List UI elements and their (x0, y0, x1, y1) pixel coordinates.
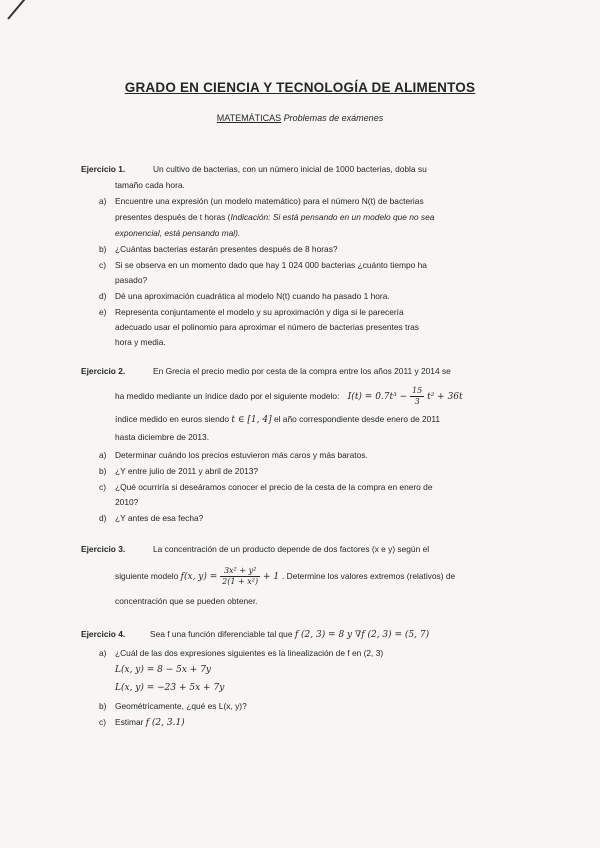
item-label-c: c) (99, 717, 106, 727)
exercise-4-intro (150, 627, 429, 644)
exercise-4-heading: Ejercicio 4. (81, 629, 126, 639)
exercise-1-c-line-2: pasado? (115, 275, 148, 285)
item-label-a: a) (99, 450, 107, 460)
exercise-1-c-line-1: Si se observa en un momento dado que hay 1 024 000 bacterias ¿cuánto tiempo ha (115, 260, 427, 270)
exercise-4-c-text: Estimar (115, 717, 144, 727)
exercise-1-a-line-2 (115, 210, 434, 226)
model-formula (347, 386, 463, 406)
exercise-3-line-2-post: . Determine los valores extremos (relativos) de (282, 571, 456, 581)
formula-fraction-den: 2(1 + x²) (222, 577, 259, 586)
subject-label: MATEMÁTICAS (216, 113, 282, 123)
exercise-3-line-1: La concentración de un producto depende de dos factores (x e y) según el (153, 544, 430, 554)
formula-rhs: + 1 (262, 572, 280, 582)
page-subtitle (0, 113, 600, 123)
exercise-1-e-line-3: hora y media. (115, 337, 166, 347)
model-fraction-num: 15 (412, 386, 423, 395)
exercise-1-e-line-1: Representa conjuntamente el modelo y su aproximación y diga si le parecería (115, 307, 404, 317)
item-label-a: a) (99, 648, 107, 658)
gradient-formula: f (2, 3) = 8 y ∇f (2, 3) = (5, 7) (294, 630, 430, 640)
item-label-b: b) (99, 701, 107, 711)
formula-lhs: f(x, y) = (180, 572, 218, 582)
item-label-c: c) (99, 482, 106, 492)
exercise-4-c (115, 715, 185, 732)
page-title: GRADO EN CIENCIA Y TECNOLOGÍA DE ALIMENTOS (124, 80, 476, 95)
exercise-1-intro-1: Un cultivo de bacterias, con un número inicial de 1000 bacterias, dobla su (153, 164, 427, 174)
exercise-2-line-3-post: el año correspondiente desde enero de 2011 (273, 414, 441, 424)
item-label-c: c) (99, 260, 106, 270)
formula-fraction-num: 3x² + y² (220, 566, 260, 577)
exercise-2-a: Determinar cuándo los precios estuvieron más caros y más baratos. (115, 450, 368, 460)
exercise-3-line-3: concentración que se pueden obtener. (115, 596, 258, 606)
formula-fraction (220, 566, 260, 587)
exercise-2-c-line-1: ¿Qué ocurriría si deseáramos conocer el precio de la cesta de la compra en enero de (115, 482, 433, 492)
pen-mark (7, 0, 30, 20)
exercise-2-b: ¿Y entre julio de 2011 y abril de 2013? (115, 466, 259, 476)
exercise-1-e-line-2: adecuado usar el polinomio para aproximar el número de bacterias presentes tras (115, 322, 419, 332)
exercise-2-heading: Ejercicio 2. (81, 366, 126, 376)
exercise-1-a-line-2-pre: presentes después de t horas ( (115, 212, 231, 222)
exercise-3-line-2-pre: siguiente modelo (115, 571, 179, 581)
model-fraction-den: 3 (414, 397, 420, 406)
model-fraction (410, 386, 424, 407)
model-lhs: I(t) = 0.7t³ − (347, 392, 408, 402)
exercise-2-c-line-2: 2010? (115, 497, 139, 507)
item-label-b: b) (99, 244, 107, 254)
exercise-3-line-2 (115, 566, 455, 587)
item-label-b: b) (99, 466, 107, 476)
item-label-a: a) (99, 196, 107, 206)
exercise-2-line-3 (115, 412, 440, 429)
exercise-2-line-4: hasta diciembre de 2013. (115, 432, 210, 442)
item-label-e: e) (99, 307, 107, 317)
exercise-2-line-3-pre: índice medido en euros siendo (115, 414, 230, 424)
concentration-formula (180, 566, 282, 586)
exercise-1-b: ¿Cuántas bacterias estarán presentes después de 8 horas? (115, 244, 338, 254)
subtitle-label: Problemas de exámenes (283, 113, 384, 123)
exercise-3-heading: Ejercicio 3. (81, 544, 126, 554)
exercise-2-intro-2-text: ha medido mediante un índice dado por el siguiente modelo: (115, 391, 340, 401)
estimate-formula: f (2, 3.1) (145, 718, 185, 728)
hint-text: Si está pensando en un modelo que no sea (270, 212, 435, 222)
exercise-1-intro-2: tamaño cada hora. (115, 180, 185, 190)
exercise-2-d: ¿Y antes de esa fecha? (115, 513, 204, 523)
exercise-2-intro-2 (115, 386, 463, 407)
exercise-1-d: Dé una aproximación cuadrática al modelo N(t) cuando ha pasado 1 hora. (115, 291, 390, 301)
exercise-4-intro-text: Sea f una función diferenciable tal que (150, 629, 293, 639)
expression-2: L(x, y) = −23 + 5x + 7y (115, 683, 225, 693)
exercise-2-intro-1: En Grecia el precio medio por cesta de la compra entre los años 2011 y 2014 se (153, 366, 451, 376)
hint-label: Indicación: (230, 212, 271, 222)
interval-formula: t ∈ [1, 4] (231, 415, 272, 425)
expression-1: L(x, y) = 8 − 5x + 7y (115, 665, 212, 675)
exercise-4-a: ¿Cuál de las dos expresiones siguientes es la linealización de f en (2, 3) (115, 648, 384, 658)
exercise-1-heading: Ejercicio 1. (81, 164, 126, 174)
item-label-d: d) (99, 291, 107, 301)
exercise-1-a-line-1: Encuentre una expresión (un modelo matemático) para el número N(t) de bacterias (115, 196, 424, 206)
item-label-d: d) (99, 513, 107, 523)
model-rhs: t² + 36t (427, 392, 463, 402)
exercise-1-a-line-3: exponencial, está pensando mal). (115, 228, 241, 238)
exercise-4-b: Geométricamente, ¿qué es L(x, y)? (115, 701, 247, 711)
